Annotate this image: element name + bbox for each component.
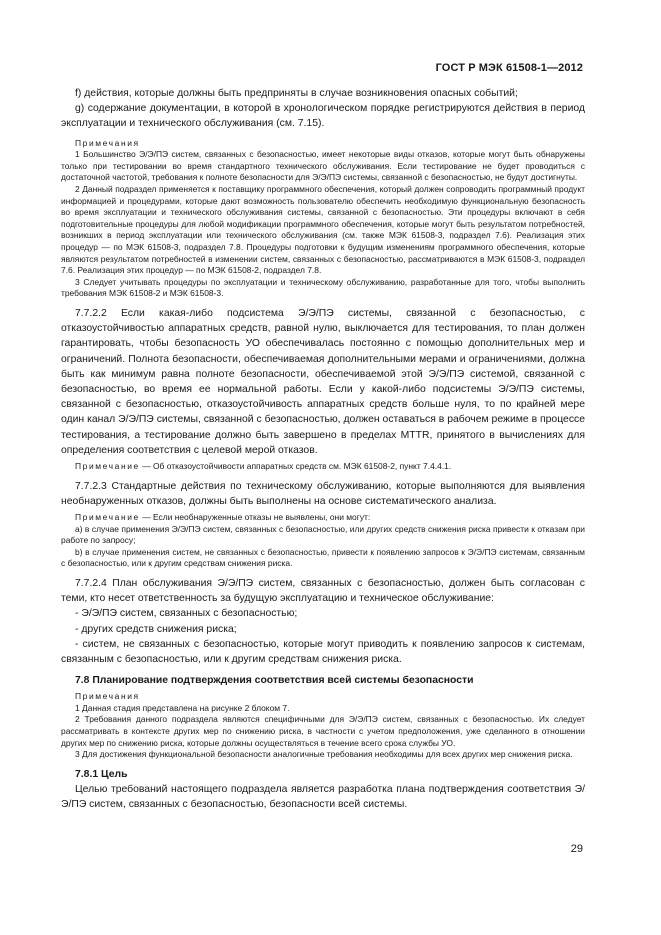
subsection-title-7-8-1: 7.8.1 Цель [75, 768, 128, 780]
page-number: 29 [570, 843, 583, 855]
note-3: 3 Следует учитывать процедуры по эксплуатации и техническому обслуживанию, разработанные для того, чтобы выполнить требования МЭК 61508-2 и МЭК 61508-3. [61, 276, 585, 299]
dash-item-3: - систем, не связанных с безопасностью, которые могут приводить к появлению запросов к системам, связанным с безопасностью, или к другим средствам снижения риска. [61, 638, 585, 665]
note-2: 2 Данный подраздел применяется к поставщику программного обеспечения, который должен сопроводить программный продукт информацией и процедурами, которые дают возможность пользователю обеспечить необходимую функциональную безопасность во время эксплуатации и технического обслуживания системы, связанной с безопасностью. Эти процедуры включают в себя подготовительные процедуры для любой модификации программного обеспечения, которые могут быть результатом потребностей, возникших в период эксплуатации или технического обслуживания (см. также МЭК 61508-3, подраздел 7.6). Реализация этих процедур — по МЭК 61508-3, подраздел 7.8. Процедуры подготовки к будущим изменениям программного обеспечения, которые являются результатом потребностей в изменении систем, связанных с безопасностью, рассматриваются в МЭК 61508-3, подраздел 7.6. Реализация этих процедур — по МЭК 61508-2, подраздел 7.8. [61, 183, 585, 276]
clause-7-7-2-2: 7.7.2.2 Если какая-либо подсистема Э/Э/ПЭ системы, связанной с безопасностью, с отказоустойчивостью аппаратных средств, равной нулю, выключается для тестирования, то план должен гарантировать, чтобы безопасность УО обеспечивалась постоянно с помощью дополнительных мер и ограничений. Полнота безопасности, обеспечиваемая дополнительными мерами и ограничениями, должна быть как минимум равна полноте безопасности, обеспечиваемой этой Э/Э/ПЭ системой, связанной с безопасностью, во время ее нормальной работы. Если у какой-либо подсистемы Э/Э/ПЭ системы, связанной с безопасностью, отказоустойчивость аппаратных средств больше нуля, то по крайней мере один канал Э/Э/ПЭ системы, связанной с безопасностью, должен оставаться в рабочем режиме в процессе тестирования, а тестирование должно быть завершено в пределах MTTR, принятого в вычислениях для определения соответствия с целевой мерой отказов. [61, 307, 585, 456]
section-title-7-8: 7.8 Планирование подтверждения соответствия всей системы безопасности [75, 675, 474, 687]
clause-7-7-2-3: 7.7.2.3 Стандартные действия по техническому обслуживанию, которые выполняются для выявления необнаруженных отказов, должны быть выполнены на основе систематического анализа. [61, 480, 585, 507]
note-1: 1 Большинство Э/Э/ПЭ систем, связанных с безопасностью, имеет некоторые виды отказов, которые могут быть обнаружены только при тестировании во время стандартного технического обслуживания. Если тестирование не будет проводиться с достаточной частотой, требования к полноте безопасности для Э/Э/ПЭ системы, связанной с безопасностью, не будут достигнуты. [61, 149, 585, 183]
note-item-b: b) в случае применения систем, не связанных с безопасностью, привести к появлению запросов к Э/Э/ПЭ системам, связанным с безопасностью, или к другим средствам снижения риска. [61, 546, 585, 569]
note-text: — Об отказоустойчивости аппаратных средств см. МЭК 61508-2, пункт 7.4.4.1. [139, 460, 452, 471]
note-2: 2 Требования данного подраздела являются специфичными для Э/Э/ПЭ систем, связанных с безопасностью. Их следует рассматривать в контексте других мер по снижению риска, в частности с учетом предположения, уже сделанного в отношении других мер по снижению риска, которые должны осуществляться в течение всего срока службы УО. [61, 714, 585, 748]
note-text: — Если необнаруженные отказы не выявлены, они могут: [139, 511, 371, 522]
notes-heading: Примечания [75, 691, 140, 702]
note-label: Примечание [75, 460, 140, 471]
note-7-7-2-3 [61, 512, 585, 524]
notes-heading: Примечания [75, 137, 140, 148]
list-item-g: g) содержание документации, в которой в хронологическом порядке регистрируются действия в период эксплуатации и технического обслуживания (см. 7.15). [61, 103, 585, 130]
page-content [61, 86, 585, 812]
dash-item-2: - других средств снижения риска; [75, 623, 237, 635]
dash-item-1: - Э/Э/ПЭ систем, связанных с безопасностью; [75, 608, 298, 620]
clause-7-7-2-4: 7.7.2.4 План обслуживания Э/Э/ПЭ систем, связанных с безопасностью, должен быть согласован с теми, кто несет ответственность за будущую эксплуатацию и техническое обслуживание: [61, 577, 585, 605]
note-label: Примечание [75, 511, 140, 522]
list-item-f: f) действия, которые должны быть предприняты в случае возникновения опасных событий; [75, 88, 518, 99]
note-1: 1 Данная стадия представлена на рисунке 2 блоком 7. [75, 702, 290, 713]
note-item-a: а) в случае применения Э/Э/ПЭ систем, связанных с безопасностью, или других средств снижения риска привести к отказам при работе по запросу; [61, 523, 585, 546]
standard-header: ГОСТ Р МЭК 61508-1—2012 [435, 62, 583, 74]
subsection-text-7-8-1: Целью требований настоящего подраздела является разработка плана подтверждения соответствия Э/Э/ПЭ систем, связанных с безопасностью, безопасности всей системы. [61, 783, 585, 810]
note-7-7-2-2 [61, 461, 585, 473]
note-3: 3 Для достижения функциональной безопасности аналогичные требования необходимы для всех других мер снижения риска. [75, 749, 573, 760]
